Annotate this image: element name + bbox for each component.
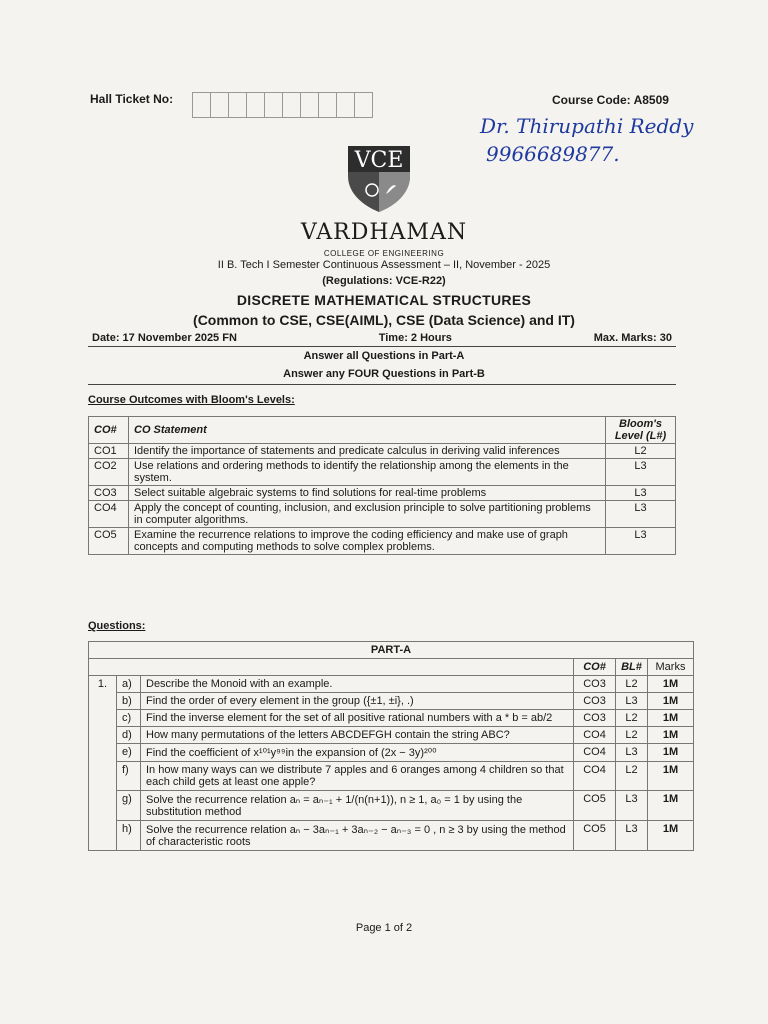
- ticket-box: [318, 92, 337, 118]
- question-marks: 1M: [648, 693, 694, 710]
- co-id: CO1: [89, 444, 129, 459]
- table-row: [89, 528, 676, 555]
- handwritten-name: Dr. Thirupathi Reddy: [480, 114, 694, 138]
- question-bl: L2: [616, 727, 648, 744]
- table-row: [89, 791, 694, 821]
- co-statement: Identify the importance of statements and predicate calculus in deriving valid inferences: [129, 444, 606, 459]
- question-bl: L2: [616, 762, 648, 791]
- question-bl: L3: [616, 693, 648, 710]
- exam-date: Date: 17 November 2025 FN: [92, 332, 237, 344]
- col-bl: BL#: [616, 659, 648, 676]
- question-co: CO3: [574, 693, 616, 710]
- ticket-box: [264, 92, 283, 118]
- table-row: [89, 693, 694, 710]
- question-co: CO5: [574, 821, 616, 851]
- part-header: [89, 642, 694, 659]
- table-row: [89, 762, 694, 791]
- co-level: L3: [606, 501, 676, 528]
- sub-question: b): [117, 693, 141, 710]
- instruction-part-b: Answer any FOUR Questions in Part-B: [283, 368, 485, 380]
- question-bl: L3: [616, 791, 648, 821]
- table-row: [89, 821, 694, 851]
- co-table: [88, 416, 676, 555]
- ticket-box: [192, 92, 211, 118]
- co-id: CO5: [89, 528, 129, 555]
- sub-question: h): [117, 821, 141, 851]
- table-row: [89, 710, 694, 727]
- co-heading: Course Outcomes with Bloom's Levels:: [88, 394, 295, 406]
- co-level: L3: [606, 459, 676, 486]
- blank-cell: [89, 659, 574, 676]
- co-id: CO2: [89, 459, 129, 486]
- part-title: PART-A: [89, 642, 694, 659]
- handwritten-phone: 9966689877.: [486, 142, 620, 166]
- sub-question: f): [117, 762, 141, 791]
- table-row: [89, 486, 676, 501]
- question-co: CO4: [574, 744, 616, 762]
- hall-ticket-boxes: [192, 92, 372, 118]
- question-co: CO5: [574, 791, 616, 821]
- page-number: Page 1 of 2: [355, 922, 413, 934]
- co-level: L3: [606, 486, 676, 501]
- ticket-box: [300, 92, 319, 118]
- question-marks: 1M: [648, 821, 694, 851]
- ticket-box: [228, 92, 247, 118]
- exam-time: Time: 2 Hours: [378, 332, 452, 344]
- co-statement: Select suitable algebraic systems to find solutions for real-time problems: [129, 486, 606, 501]
- question-marks: 1M: [648, 762, 694, 791]
- table-row: [89, 676, 694, 693]
- semester-line: II B. Tech I Semester Continuous Assessment – II, November - 2025: [217, 259, 551, 271]
- college-logo: [342, 142, 416, 214]
- instruction-part-a: Answer all Questions in Part-A: [303, 350, 465, 362]
- question-co: CO4: [574, 727, 616, 744]
- col-bloom: Bloom's Level (L#): [606, 417, 676, 444]
- question-text: Solve the recurrence relation aₙ − 3aₙ₋₁ + 3aₙ₋₂ − aₙ₋₃ = 0 , n ≥ 3 by using the method of characteristic roots: [141, 821, 574, 851]
- question-co: CO3: [574, 676, 616, 693]
- question-text: How many permutations of the letters ABCDEFGH contain the string ABC?: [141, 727, 574, 744]
- table-header: [89, 417, 676, 444]
- ticket-box: [210, 92, 229, 118]
- table-row: [89, 459, 676, 486]
- question-marks: 1M: [648, 676, 694, 693]
- divider: [88, 384, 676, 385]
- question-co: CO4: [574, 762, 616, 791]
- ticket-box: [336, 92, 355, 118]
- question-bl: L3: [616, 744, 648, 762]
- col-statement: CO Statement: [129, 417, 606, 444]
- co-level: L2: [606, 444, 676, 459]
- col-co: CO#: [89, 417, 129, 444]
- question-marks: 1M: [648, 791, 694, 821]
- exam-info-row: [88, 332, 676, 347]
- sub-question: d): [117, 727, 141, 744]
- question-text: Solve the recurrence relation aₙ = aₙ₋₁ + 1/(n(n+1)), n ≥ 1, a₀ = 1 by using the substitution method: [141, 791, 574, 821]
- table-row: [89, 501, 676, 528]
- question-marks: 1M: [648, 727, 694, 744]
- logo-text: VCE: [354, 148, 404, 173]
- handwritten-note: [480, 112, 693, 168]
- college-name: VARDHAMAN: [300, 220, 468, 245]
- college-subtitle: COLLEGE OF ENGINEERING: [323, 249, 445, 258]
- question-marks: 1M: [648, 710, 694, 727]
- question-text: Describe the Monoid with an example.: [141, 676, 574, 693]
- common-branches: (Common to CSE, CSE(AIML), CSE (Data Science) and IT): [193, 312, 575, 328]
- question-bl: L2: [616, 710, 648, 727]
- co-level: L3: [606, 528, 676, 555]
- ticket-box: [282, 92, 301, 118]
- table-row: [89, 727, 694, 744]
- subject-title: DISCRETE MATHEMATICAL STRUCTURES: [236, 292, 532, 308]
- sub-question: e): [117, 744, 141, 762]
- co-id: CO3: [89, 486, 129, 501]
- co-statement: Use relations and ordering methods to identify the relationship among the elements in the system.: [129, 459, 606, 486]
- sub-question: a): [117, 676, 141, 693]
- question-text: In how many ways can we distribute 7 apples and 6 oranges among 4 children so that each child gets at least one apple?: [141, 762, 574, 791]
- question-text: Find the order of every element in the group ({±1, ±i}, .): [141, 693, 574, 710]
- col-marks: Marks: [648, 659, 694, 676]
- question-bl: L3: [616, 821, 648, 851]
- ticket-box: [354, 92, 373, 118]
- co-statement: Examine the recurrence relations to improve the coding efficiency and make use of graph concepts and computing methods to solve complex problems.: [129, 528, 606, 555]
- table-row: [89, 444, 676, 459]
- course-code: Course Code: A8509: [552, 93, 669, 107]
- question-co: CO3: [574, 710, 616, 727]
- question-bl: L2: [616, 676, 648, 693]
- sub-question: g): [117, 791, 141, 821]
- col-co: CO#: [574, 659, 616, 676]
- regulations: (Regulations: VCE-R22): [322, 275, 446, 287]
- question-text: Find the coefficient of x¹⁰¹y⁹⁹in the expansion of (2x − 3y)²⁰⁰: [141, 744, 574, 762]
- questions-table: [88, 641, 694, 851]
- table-row: [89, 744, 694, 762]
- hall-ticket-label: Hall Ticket No:: [90, 92, 174, 106]
- questions-heading: Questions:: [88, 620, 146, 632]
- sub-question: c): [117, 710, 141, 727]
- question-marks: 1M: [648, 744, 694, 762]
- max-marks: Max. Marks: 30: [593, 332, 672, 344]
- table-header: [89, 659, 694, 676]
- co-id: CO4: [89, 501, 129, 528]
- co-statement: Apply the concept of counting, inclusion, and exclusion principle to solve partitioning problems in computer algorithms.: [129, 501, 606, 528]
- ticket-box: [246, 92, 265, 118]
- question-text: Find the inverse element for the set of all positive rational numbers with a * b = ab/2: [141, 710, 574, 727]
- question-number: 1.: [89, 676, 117, 851]
